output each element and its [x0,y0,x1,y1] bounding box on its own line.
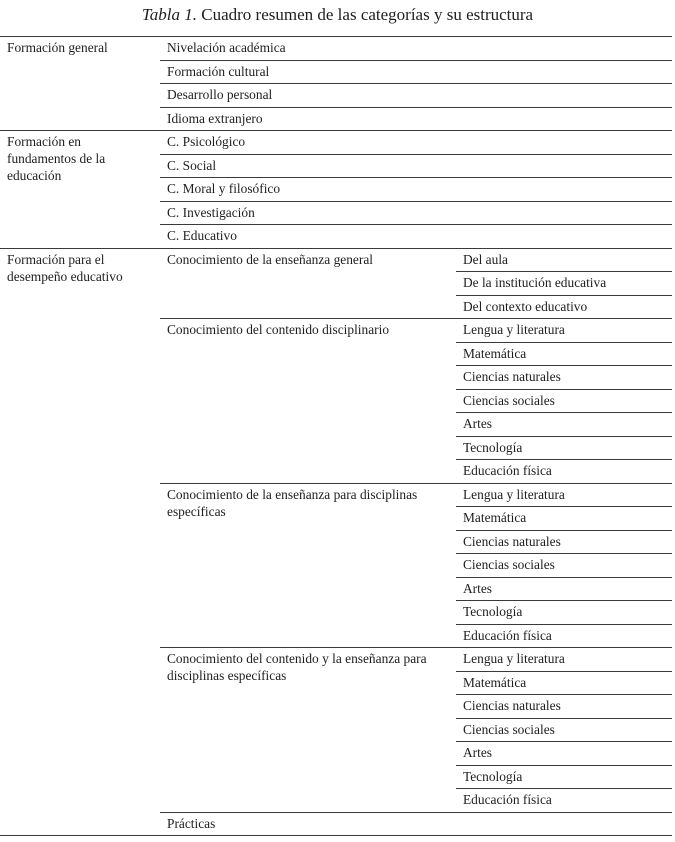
subcategory-item: Educación física [463,792,552,807]
table-caption-label: Tabla 1. [141,5,197,24]
group-label: Formación en fundamentos de la educación [7,134,106,183]
row-rule [160,107,672,108]
row-rule [456,295,672,296]
row-rule [456,788,672,789]
row-rule [456,342,672,343]
subcategory-item: Lengua y literatura [463,651,565,666]
category-item: C. Social [167,158,217,173]
row-rule [456,436,672,437]
category-item: C. Investigación [167,205,255,220]
subcategory-item: Ciencias sociales [463,557,555,572]
row-rule [456,530,672,531]
category-item: C. Moral y filosófico [167,181,281,196]
row-rule [456,671,672,672]
row-rule [160,177,672,178]
subgroup-rule [160,483,672,484]
row-rule [160,83,672,84]
row-rule [456,741,672,742]
subcategory-item: Lengua y literatura [463,487,565,502]
group-rule [0,130,672,131]
subcategory-item: Matemática [463,346,527,361]
row-rule [456,577,672,578]
subgroup-label: Prácticas [167,816,216,831]
row-rule [160,60,672,61]
row-rule [456,271,672,272]
subcategory-item: Tecnología [463,769,523,784]
row-rule [456,600,672,601]
subcategory-item: Artes [463,581,493,596]
subcategory-item: Ciencias naturales [463,698,561,713]
category-item: C. Educativo [167,228,237,243]
group-label: Formación general [7,40,108,55]
subcategory-item: Educación física [463,463,552,478]
row-rule [456,765,672,766]
row-rule [456,553,672,554]
row-rule [160,154,672,155]
row-rule [456,459,672,460]
row-rule [456,389,672,390]
category-item: Formación cultural [167,64,270,79]
category-item: C. Psicológico [167,134,246,149]
subcategory-item: Matemática [463,510,527,525]
row-rule [160,224,672,225]
category-item: Desarrollo personal [167,87,273,102]
subcategory-item: Del contexto educativo [463,299,588,314]
subcategory-item: Ciencias sociales [463,393,555,408]
subgroup-label: Conocimiento de la enseñanza general [167,252,373,267]
subcategory-item: Ciencias naturales [463,534,561,549]
group-rule [0,248,672,249]
row-rule [456,624,672,625]
table-top-rule [0,36,672,37]
subcategory-item: Tecnología [463,440,523,455]
subcategory-item: Del aula [463,252,508,267]
group-label: Formación para el desempeño educativo [7,252,123,284]
category-item: Nivelación académica [167,40,286,55]
subcategory-item: Ciencias naturales [463,369,561,384]
subgroup-rule [160,318,672,319]
subgroup-label: Conocimiento de la enseñanza para disciplinas específicas [167,487,418,519]
subcategory-item: De la institución educativa [463,275,607,290]
subgroup-label: Conocimiento del contenido disciplinario [167,322,390,337]
table-caption-title: Cuadro resumen de las categorías y su estructura [201,5,534,24]
subgroup-rule [160,812,672,813]
row-rule [456,365,672,366]
row-rule [456,412,672,413]
subcategory-item: Artes [463,745,493,760]
subcategory-item: Matemática [463,675,527,690]
subgroup-rule [160,647,672,648]
row-rule [456,694,672,695]
subgroup-label: Conocimiento del contenido y la enseñanza para disciplinas específicas [167,651,427,683]
table-bottom-rule [0,835,672,836]
category-item: Idioma extranjero [167,111,263,126]
subcategory-item: Artes [463,416,493,431]
subcategory-item: Lengua y literatura [463,322,565,337]
row-rule [456,506,672,507]
row-rule [456,718,672,719]
subcategory-item: Tecnología [463,604,523,619]
row-rule [160,201,672,202]
subcategory-item: Educación física [463,628,552,643]
subcategory-item: Ciencias sociales [463,722,555,737]
